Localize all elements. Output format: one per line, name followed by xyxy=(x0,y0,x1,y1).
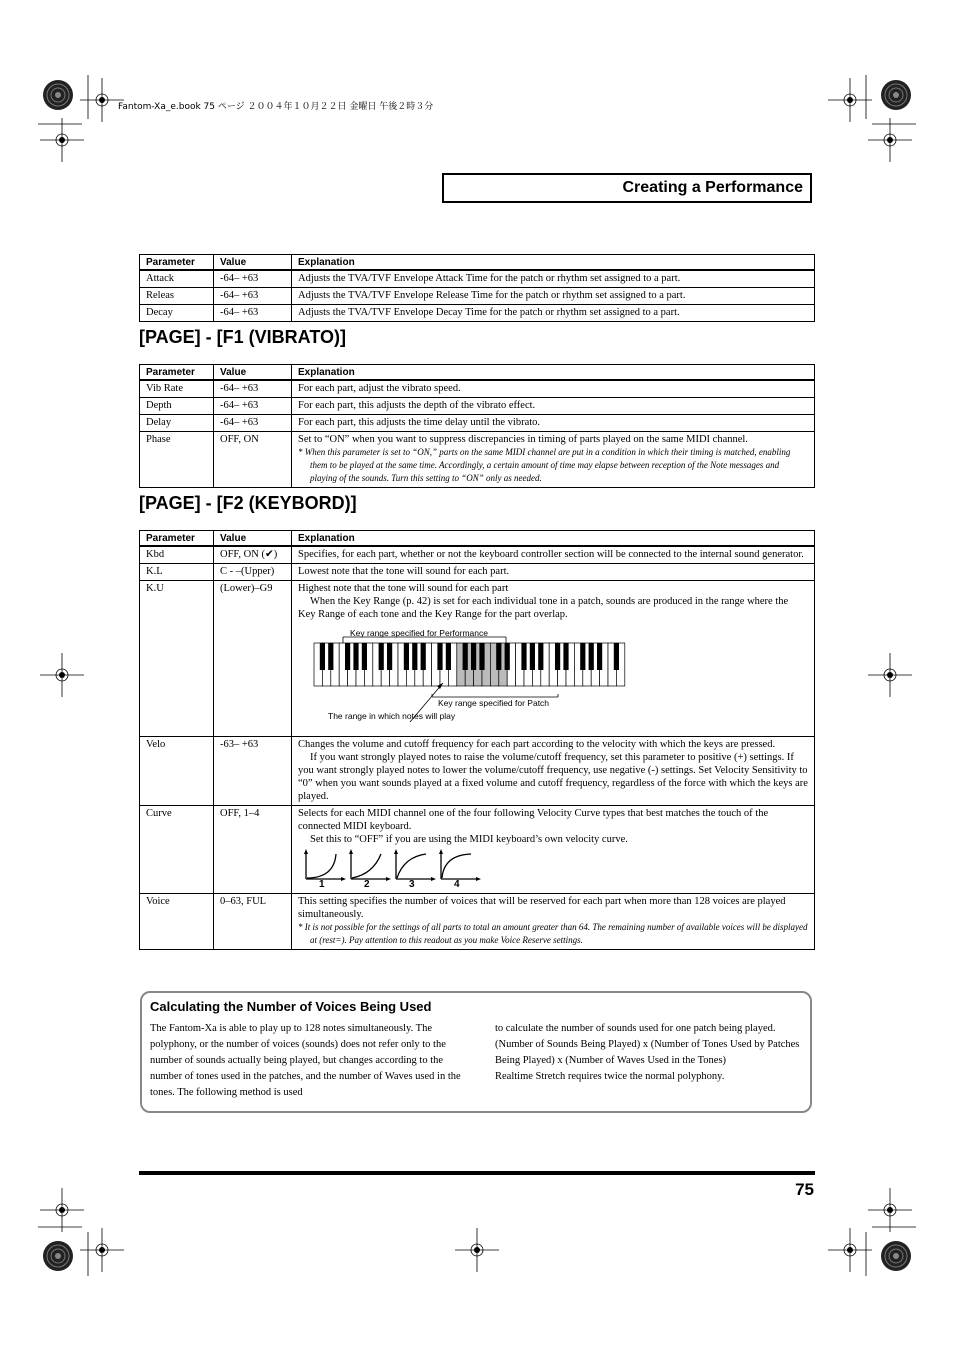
table-row xyxy=(140,288,815,305)
curve-label-2: 2 xyxy=(364,879,370,890)
black-key xyxy=(446,643,451,670)
performance-range-label: Key range specified for Performance xyxy=(350,628,488,638)
black-key xyxy=(387,643,392,670)
voice-note: * It is not possible for the settings of all parts to total an amount greater than 64. The remaining number of available voices will be displayed at (rest=). Pay attention to this readout as you make Voice Reserve settings. xyxy=(298,922,808,945)
value-cell: -64– +63 xyxy=(214,288,292,305)
param-cell: Vib Rate xyxy=(140,380,214,398)
calc-right-text xyxy=(495,1021,807,1085)
black-key xyxy=(505,643,510,670)
black-key xyxy=(479,643,484,670)
param-cell: Velo xyxy=(140,737,214,806)
black-key xyxy=(563,643,568,670)
param-cell: Releas xyxy=(140,288,214,305)
table-row xyxy=(140,581,815,737)
black-key xyxy=(530,643,535,670)
table-header xyxy=(140,365,815,381)
black-key xyxy=(597,643,602,670)
explanation-text: Changes the volume and cutoff frequency for each part according to the velocity with which the keys are pressed. xyxy=(298,739,776,750)
black-key xyxy=(328,643,333,670)
col-explanation: Explanation xyxy=(292,255,815,271)
value-cell: -64– +63 xyxy=(214,270,292,288)
value-cell: 0–63, FUL xyxy=(214,894,292,950)
black-key xyxy=(471,643,476,670)
black-key xyxy=(320,643,325,670)
black-key xyxy=(538,643,543,670)
play-range-label: The range in which notes will play xyxy=(328,711,456,721)
param-cell: Attack xyxy=(140,270,214,288)
explanation-cell: Adjusts the TVA/TVF Envelope Release Time for the patch or rhythm set assigned to a part. xyxy=(292,288,815,305)
param-cell: K.U xyxy=(140,581,214,737)
black-key xyxy=(345,643,350,670)
black-key xyxy=(580,643,585,670)
explanation-cell: For each part, this adjusts the depth of the vibrato effect. xyxy=(292,398,815,415)
value-cell: -63– +63 xyxy=(214,737,292,806)
table-row xyxy=(140,564,815,581)
black-key xyxy=(404,643,409,670)
value-cell: -64– +63 xyxy=(214,380,292,398)
curve-label-3: 3 xyxy=(409,879,415,890)
calc-box xyxy=(140,991,812,1113)
table-row xyxy=(140,270,815,288)
col-explanation: Explanation xyxy=(292,531,815,547)
param-cell: Voice xyxy=(140,894,214,950)
value-cell: -64– +63 xyxy=(214,398,292,415)
section-title: Creating a Performance xyxy=(622,179,803,196)
black-key xyxy=(379,643,384,670)
velocity-curve-1 xyxy=(304,849,346,881)
value-cell: OFF, ON xyxy=(214,432,292,488)
explanation-cell xyxy=(292,581,815,737)
black-key xyxy=(412,643,417,670)
table-row xyxy=(140,894,815,950)
value-cell: C - –(Upper) xyxy=(214,564,292,581)
table-row xyxy=(140,305,815,322)
calc-title: Calculating the Number of Voices Being Used xyxy=(150,999,432,1014)
col-value: Value xyxy=(214,531,292,547)
black-key xyxy=(555,643,560,670)
velocity-curve-2 xyxy=(349,849,391,881)
table-row xyxy=(140,415,815,432)
explanation-cell: Lowest note that the tone will sound for each part. xyxy=(292,564,815,581)
explanation-text: This setting specifies the number of voices that will be reserved for each part when more than 128 voices are played simultaneously. xyxy=(298,896,786,920)
keybord-heading: [PAGE] - [F2 (KEYBORD)] xyxy=(139,493,357,513)
explanation-cell: For each part, this adjusts the time delay until the vibrato. xyxy=(292,415,815,432)
velocity-curve-graphs xyxy=(298,846,498,891)
curve-label-1: 1 xyxy=(319,879,325,890)
explanation-cell xyxy=(292,432,815,488)
table-row xyxy=(140,806,815,894)
black-key xyxy=(421,643,426,670)
table-header xyxy=(140,531,815,547)
explanation-cell: For each part, adjust the vibrato speed. xyxy=(292,380,815,398)
keybord-table xyxy=(139,530,815,950)
explanation-para: When the Key Range (p. 42) is set for each individual tone in a patch, sounds are produced in the range where the Key Range of each tone and the Key Range for the part overlap. xyxy=(298,596,789,620)
black-key xyxy=(496,643,501,670)
table-row xyxy=(140,380,815,398)
table-row xyxy=(140,546,815,564)
patch-range-label: Key range specified for Patch xyxy=(438,698,550,708)
table-row xyxy=(140,737,815,806)
black-key xyxy=(589,643,594,670)
calc-right-p1: to calculate the number of sounds used for one patch being played. xyxy=(495,1023,776,1034)
velocity-curve-4 xyxy=(439,849,481,881)
table-row xyxy=(140,398,815,415)
explanation-cell: Specifies, for each part, whether or not the keyboard controller section will be connected to the internal sound generator. xyxy=(292,546,815,564)
explanation-text: Set to “ON” when you want to suppress discrepancies in timing of parts played on the same MIDI channel. xyxy=(298,434,748,445)
black-key xyxy=(437,643,442,670)
explanation-cell xyxy=(292,737,815,806)
col-value: Value xyxy=(214,255,292,271)
calc-right-p3: Realtime Stretch requires twice the normal polyphony. xyxy=(495,1071,725,1082)
explanation-cell xyxy=(292,894,815,950)
explanation-text: Selects for each MIDI channel one of the four following Velocity Curve types that best matches the touch of the connected MIDI keyboard. xyxy=(298,808,769,832)
black-key xyxy=(614,643,619,670)
black-key xyxy=(521,643,526,670)
explanation-cell xyxy=(292,806,815,894)
param-cell: K.L xyxy=(140,564,214,581)
table-row xyxy=(140,432,815,488)
velocity-curve-3 xyxy=(394,849,436,881)
calc-left-text: The Fantom-Xa is able to play up to 128 notes simultaneously. The polyphony, or the number of voices (sounds) does not refer only to the number of sounds actually being played, but changes according to the number of tones used in the patches, and the number of Waves used in the tones. The following method is used xyxy=(150,1023,461,1098)
section-title-box xyxy=(442,173,812,203)
explanation-para: Set this to “OFF” if you are using the MIDI keyboard’s own velocity curve. xyxy=(310,834,628,845)
envelope-table xyxy=(139,254,815,322)
value-cell: (Lower)–G9 xyxy=(214,581,292,737)
velocity-curves xyxy=(298,846,808,891)
param-cell: Decay xyxy=(140,305,214,322)
value-cell: -64– +63 xyxy=(214,305,292,322)
param-cell: Phase xyxy=(140,432,214,488)
col-value: Value xyxy=(214,365,292,381)
black-key xyxy=(463,643,468,670)
param-cell: Kbd xyxy=(140,546,214,564)
table-header xyxy=(140,255,815,271)
explanation-text: Highest note that the tone will sound for each part xyxy=(298,583,509,594)
param-cell: Delay xyxy=(140,415,214,432)
value-cell: OFF, ON (✔) xyxy=(214,546,292,564)
explanation-cell: Adjusts the TVA/TVF Envelope Decay Time for the patch or rhythm set assigned to a part. xyxy=(292,305,815,322)
explanation-cell: Adjusts the TVA/TVF Envelope Attack Time for the patch or rhythm set assigned to a part. xyxy=(292,270,815,288)
phase-note: * When this parameter is set to “ON,” parts on the same MIDI channel are put in a condition in which their timing is matched, enabling them to be played at the same time. Accordingly, a certain amount of time may elapse between reception of the Note messages and playing of the sounds. Turn this setting to “ON” only as needed. xyxy=(298,447,791,483)
page-number: 75 xyxy=(795,1180,814,1199)
key-range-diagram xyxy=(298,621,808,734)
param-cell: Depth xyxy=(140,398,214,415)
col-parameter: Parameter xyxy=(140,531,214,547)
footer-rule xyxy=(139,1171,815,1175)
vibrato-table xyxy=(139,364,815,488)
param-cell: Curve xyxy=(140,806,214,894)
col-parameter: Parameter xyxy=(140,255,214,271)
black-key xyxy=(362,643,367,670)
explanation-para: If you want strongly played notes to raise the volume/cutoff frequency, set this parameter to positive (+) settings. If you want strongly played notes to lower the volume/cutoff frequency, use negative (-) settings. Set Velocity Sensitivity to “0” when you want sounds played at a fixed volume and cutoff frequency, regardless of the force with which the keys are played. xyxy=(298,752,808,802)
value-cell: OFF, 1–4 xyxy=(214,806,292,894)
black-key xyxy=(353,643,358,670)
col-explanation: Explanation xyxy=(292,365,815,381)
vibrato-heading: [PAGE] - [F1 (VIBRATO)] xyxy=(139,327,346,347)
calc-right-p2: (Number of Sounds Being Played) x (Number of Tones Used by Patches Being Played) x (Number of Waves Used in the Tones) xyxy=(495,1039,800,1066)
value-cell: -64– +63 xyxy=(214,415,292,432)
curve-label-4: 4 xyxy=(454,879,460,890)
print-header: Fantom-Xa_e.book 75 ページ ２００４年１０月２２日 金曜日 午後２時３分 xyxy=(118,102,434,112)
col-parameter: Parameter xyxy=(140,365,214,381)
